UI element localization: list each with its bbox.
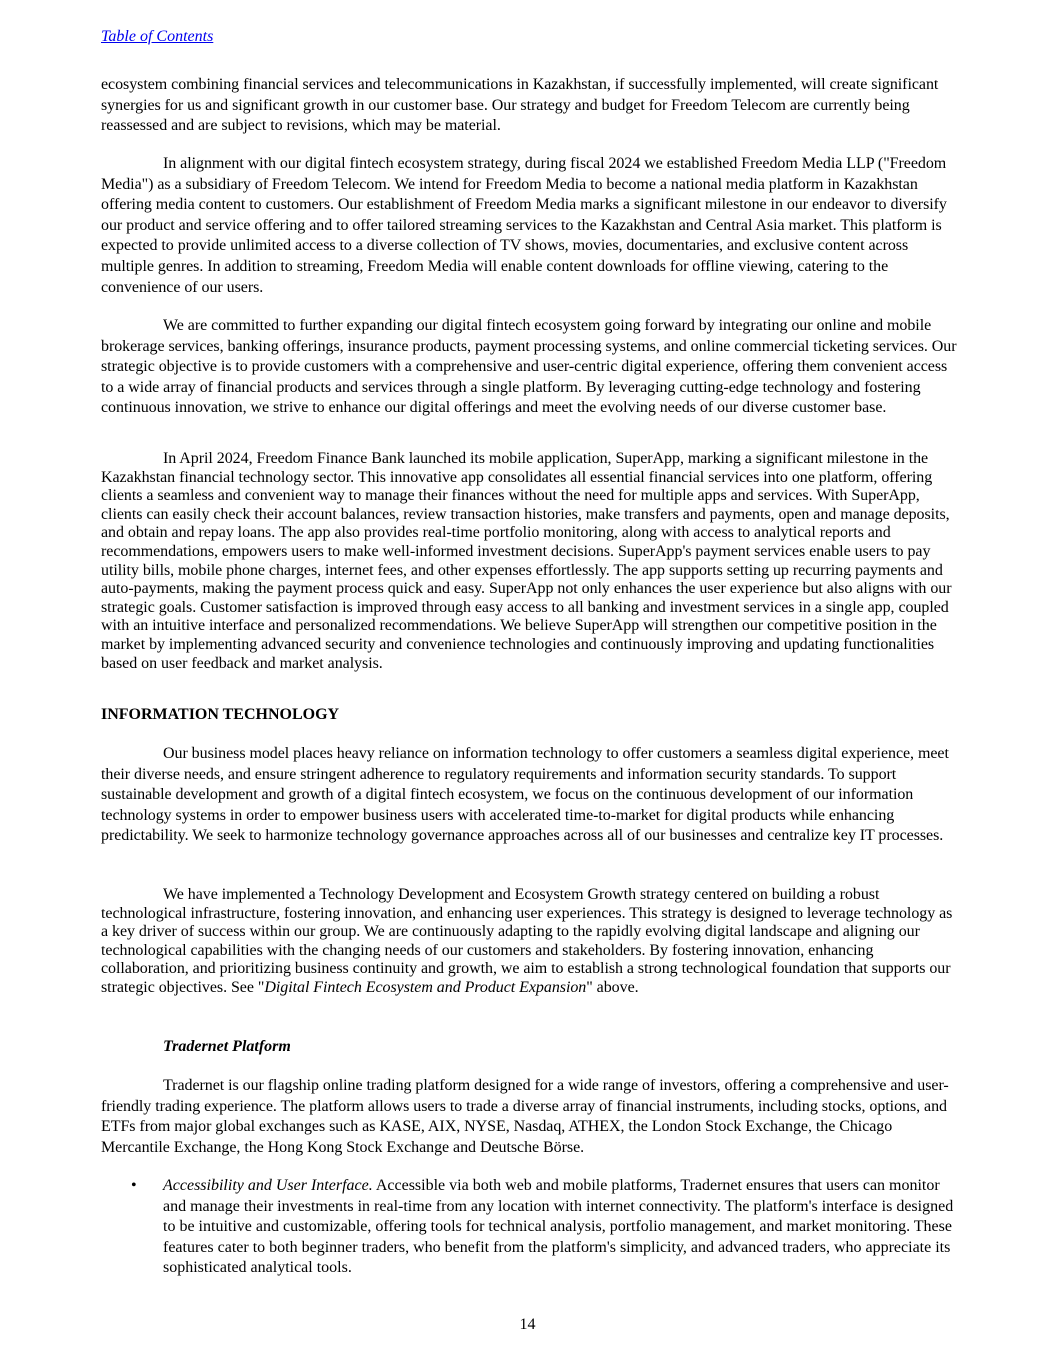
it-strategy-text: We have implemented a Technology Development and Ecosystem Growth strategy centered on building a robust technological infrastructure, fostering innovation, and enhancing user experiences. This strategy is designed to leverage technology as a key driver of success within our group. We are continuously adapting to the rapidly evolving digital landscape and aligning our technological capabilities with the changing needs of our customers and stakeholders. By fostering innovation, enhancing collaboration, and prioritizing business continuity and growth, we aim to establish a strong technological foundation that supports our strategic objectives. See " [101, 886, 953, 996]
paragraph-it-strategy [101, 886, 957, 998]
subheading-tradernet-platform: Tradernet Platform [163, 1038, 291, 1055]
bullet-title: Accessibility and User Interface. [163, 1177, 373, 1194]
cross-reference-digital-fintech: Digital Fintech Ecosystem and Product Expansion [264, 978, 587, 996]
table-of-contents-link[interactable]: Table of Contents [101, 28, 214, 45]
paragraph-ecosystem-expansion: We are committed to further expanding our digital fintech ecosystem going forward by integrating our online and mobile brokerage services, banking offerings, insurance products, payment processing systems, and online commercial ticketing services. Our strategic objective is to provide customers with a comprehensive and user-centric digital experience, offering them convenient access to a wide array of financial products and services through a single platform. By leveraging cutting-edge technology and fostering continuous innovation, we strive to enhance our digital offerings and meet the evolving needs of our diverse customer base. [101, 317, 957, 417]
bullet-icon: • [131, 1177, 137, 1194]
page-number: 14 [519, 1316, 536, 1333]
paragraph-telecom-continuation: ecosystem combining financial services and telecommunications in Kazakhstan, if successfully implemented, will create significant synergies for us and significant growth in our customer base. Our strategy and budget for Freedom Telecom are currently being reassessed and are subject to revisions, which may be material. [101, 76, 939, 135]
bullet-body: Accessible via both web and mobile platforms, Tradernet ensures that users can monitor and manage their investments in real-time from any location with internet connectivity. The platform's interface is designed to be intuitive and customizable, offering tools for technical analysis, portfolio management, and market monitoring. These features cater to both beginner traders, who benefit from the platform's simplicity, and advanced traders, who appreciate its sophisticated analytical tools. [163, 1177, 954, 1277]
paragraph-superapp: In April 2024, Freedom Finance Bank launched its mobile application, SuperApp, marking a significant milestone in the Kazakhstan financial technology sector. This innovative app consolidates all essential financial services into one platform, offering clients a seamless and convenient way to manage their finances without the need for multiple apps and services. With SuperApp, clients can easily check their account balances, review transaction histories, make transfers and payments, open and manage deposits, and obtain and repay loans. The app also provides real-time portfolio monitoring, along with access to analytical reports and recommendations, empowers users to make well-informed investment decisions. SuperApp's payment services enable users to pay utility bills, mobile phone charges, internet fees, and other expenses effortlessly. The app supports setting up recurring payments and auto-payments, making the payment process quick and easy. SuperApp not only enhances the user experience but also aligns with our strategic goals. Customer satisfaction is improved through easy access to all banking and investment services in a single app, coupled with an intuitive interface and personalized recommendations. We believe SuperApp will strengthen our competitive position in the market by implementing advanced security and convenience technologies and continuously improving and updating functionalities based on user feedback and market analysis. [101, 450, 952, 672]
bullet-text [163, 1176, 957, 1279]
paragraph-tradernet-overview: Tradernet is our flagship online trading platform designed for a wide range of investors, offering a comprehensive and user-friendly trading experience. The platform allows users to trade a diverse array of financial instruments, including stocks, options, and ETFs from major global exchanges such as KASE, AIX, NYSE, Nasdaq, ATHEX, the London Stock Exchange, the Chicago Mercantile Exchange, the Hong Kong Stock Exchange and Deutsche Börse. [101, 1077, 949, 1156]
paragraph-it-business-model: Our business model places heavy reliance on information technology to offer customers a seamless digital experience, meet their diverse needs, and ensure stringent adherence to regulatory requirements and information security standards. To support sustainable development and growth of a digital fintech ecosystem, we focus on the continuous development of our information technology systems in order to empower business users with accelerated time-to-market for digital products while enhancing predictability. We seek to harmonize technology governance approaches across all of our businesses and centralize key IT processes. [101, 745, 949, 845]
section-heading-information-technology: INFORMATION TECHNOLOGY [101, 706, 340, 723]
it-strategy-text-end: " above. [586, 978, 639, 996]
paragraph-freedom-media: In alignment with our digital fintech ecosystem strategy, during fiscal 2024 we established Freedom Media LLP ("Freedom Media") as a subsidiary of Freedom Telecom. We intend for Freedom Media to become a national media platform in Kazakhstan offering media content to customers. Our establishment of Freedom Media marks a significant milestone in our endeavor to diversify our product and service offering and to offer tailored streaming services to the Kazakhstan and Central Asia market. This platform is expected to provide unlimited access to a diverse collection of TV shows, movies, documentaries, and exclusive content across multiple genres. In addition to streaming, Freedom Media will enable content downloads for offline viewing, catering to the convenience of our users. [101, 155, 947, 296]
